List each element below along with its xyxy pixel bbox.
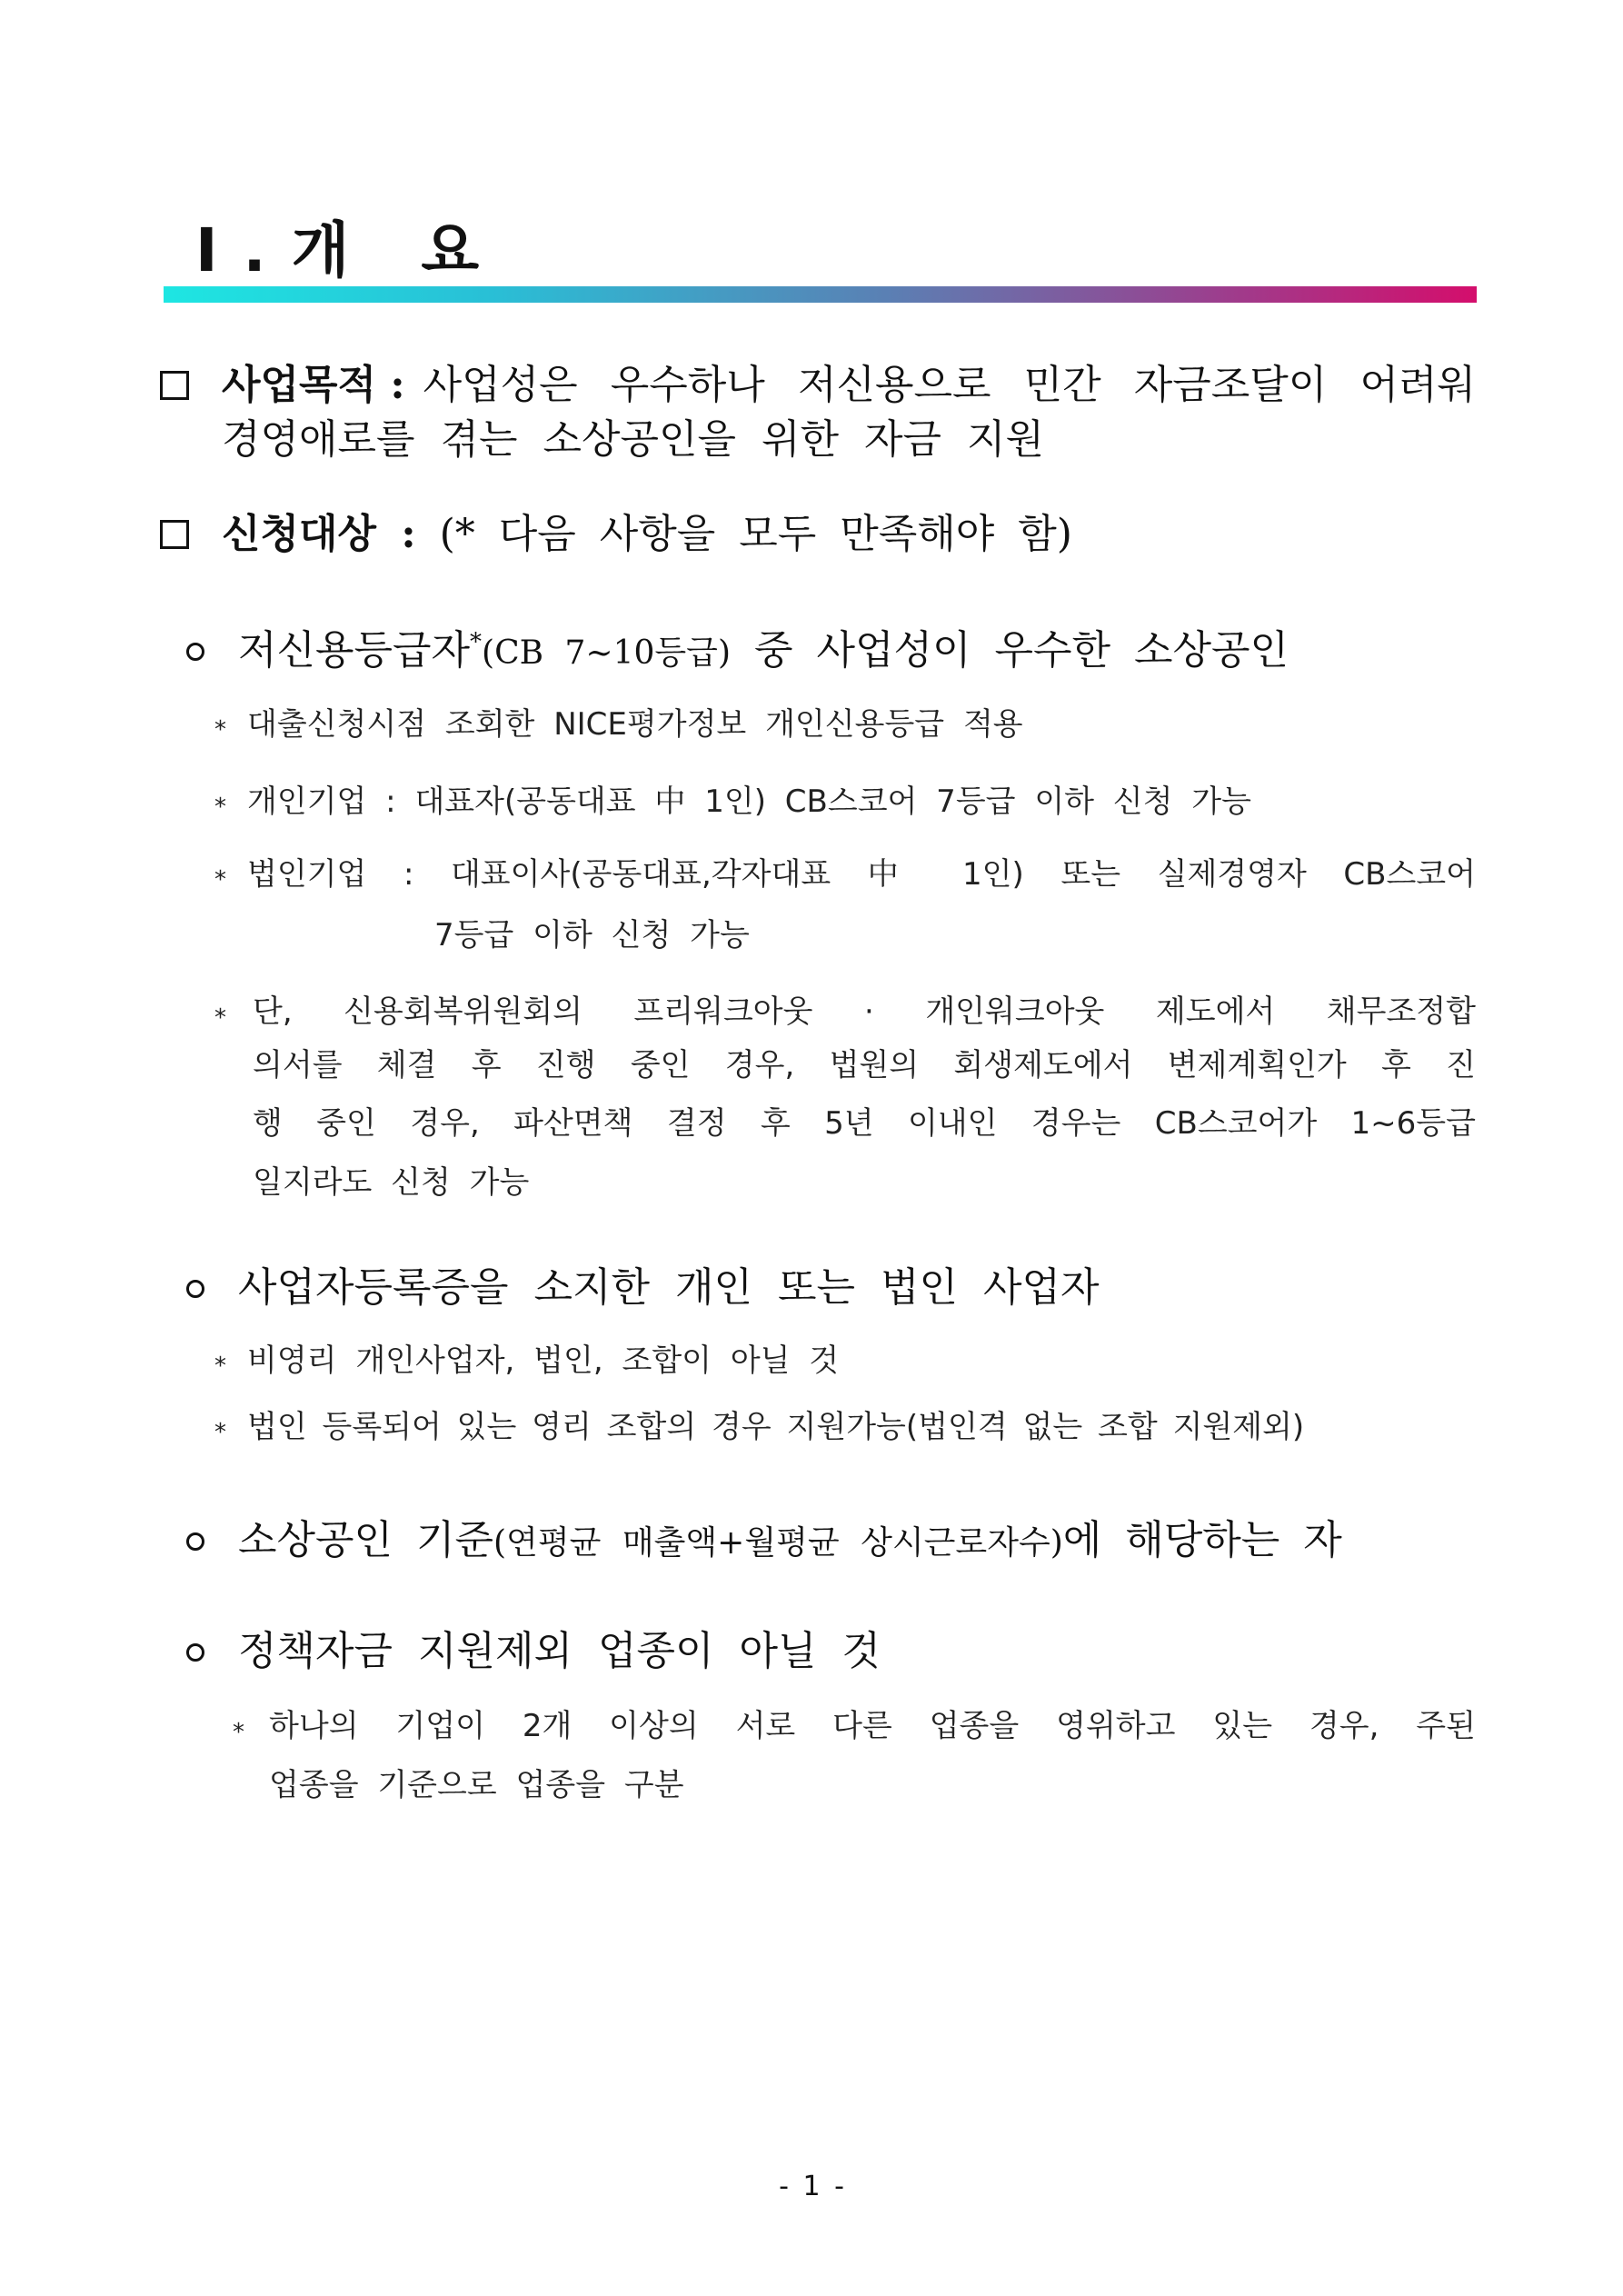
asterisk-icon: * [214, 1353, 226, 1380]
purpose-line-1 [222, 362, 1476, 408]
item-2-text: 사업자등록증을 소지한 개인 또는 법인 사업자 [238, 1264, 1100, 1311]
target-note: (* 다음 사항을 모두 만족해야 함) [439, 511, 1072, 557]
item-3-criteria: (연평균 매출액+월평균 상시근로자수) [493, 1524, 1063, 1562]
item-3-text [238, 1517, 1342, 1563]
item-4-text: 정책자금 지원제외 업종이 아닐 것 [238, 1628, 881, 1674]
asterisk-icon: * [233, 1719, 244, 1746]
asterisk-icon: * [214, 716, 226, 744]
item-3-head: 소상공인 기준 [238, 1517, 494, 1563]
item-4-note-1a [269, 1708, 1476, 1744]
item-1-footnote-mark: * [470, 628, 483, 656]
item-4-note-1a-text: 하나의 기업이 2개 이상의 서로 다른 업종을 영위하고 있는 경우, 주된 [269, 1708, 1476, 1744]
item-1-note-4c [253, 1105, 1476, 1142]
item-1-note-3a [247, 856, 1476, 893]
item-1-note-3a-text: 법인기업 : 대표이사(공동대표,각자대표 中 1인) 또는 실제경영자 CB스코어 [247, 856, 1476, 893]
asterisk-icon: * [214, 866, 226, 893]
target-label: 신청대상 : [222, 511, 416, 557]
item-1-note-4b-text: 의서를 체결 후 진행 중인 경우, 법원의 회생제도에서 변제계획인가 후 진 [253, 1047, 1476, 1083]
item-1-note-4a-text: 단, 신용회복위원회의 프리워크아웃 · 개인워크아웃 제도에서 채무조정합 [253, 993, 1476, 1030]
asterisk-icon: * [214, 1419, 226, 1446]
item-4-note-1b: 업종을 기준으로 업종을 구분 [269, 1767, 684, 1803]
item-2-note-2: 법인 등록되어 있는 영리 조합의 경우 지원가능(법인격 없는 조합 지원제외) [247, 1409, 1305, 1445]
target-line [222, 511, 1072, 557]
item-1-note-4b [253, 1047, 1476, 1083]
item-1-head: 저신용등급자 [238, 627, 471, 674]
purpose-label: 사업목적 : [222, 362, 405, 408]
item-1-note-2: 개인기업 : 대표자(공동대표 中 1인) CB스코어 7등급 이하 신청 가능 [247, 784, 1251, 820]
asterisk-icon: * [214, 794, 226, 821]
page-number: - 1 - [779, 2171, 844, 2202]
section-title: 개 요 [291, 215, 505, 285]
item-1-tail: 중 사업성이 우수한 소상공인 [754, 627, 1289, 674]
item-1-note-3b: 7등급 이하 신청 가능 [434, 917, 750, 953]
section-heading [195, 202, 504, 288]
checkbox-square-icon [160, 520, 189, 549]
asterisk-icon: * [214, 1004, 226, 1032]
item-1-heading [238, 627, 1289, 674]
bullet-circle-icon [186, 1532, 204, 1551]
checkbox-square-icon [160, 371, 189, 400]
bullet-circle-icon [186, 1643, 204, 1662]
purpose-text-1: 사업성은 우수하나 저신용으로 민간 자금조달이 어려워 [423, 362, 1476, 408]
item-1-note-4d: 일지라도 신청 가능 [253, 1164, 530, 1201]
item-3-tail: 에 해당하는 자 [1062, 1517, 1342, 1563]
bullet-circle-icon [186, 643, 204, 661]
purpose-line-2: 경영애로를 겪는 소상공인을 위한 자금 지원 [222, 416, 1045, 463]
item-1-grade: (CB 7~10등급) [482, 634, 731, 672]
item-1-note-4c-text: 행 중인 경우, 파산면책 결정 후 5년 이내인 경우는 CB스코어가 1~6등급 [253, 1105, 1476, 1142]
item-1-note-4a [253, 993, 1476, 1030]
section-number: Ⅰ. [195, 215, 292, 285]
item-1-note-1: 대출신청시점 조회한 NICE평가정보 개인신용등급 적용 [247, 706, 1023, 743]
item-2-note-1: 비영리 개인사업자, 법인, 조합이 아닐 것 [247, 1343, 840, 1379]
heading-gradient-bar [164, 286, 1477, 303]
bullet-circle-icon [186, 1280, 204, 1298]
